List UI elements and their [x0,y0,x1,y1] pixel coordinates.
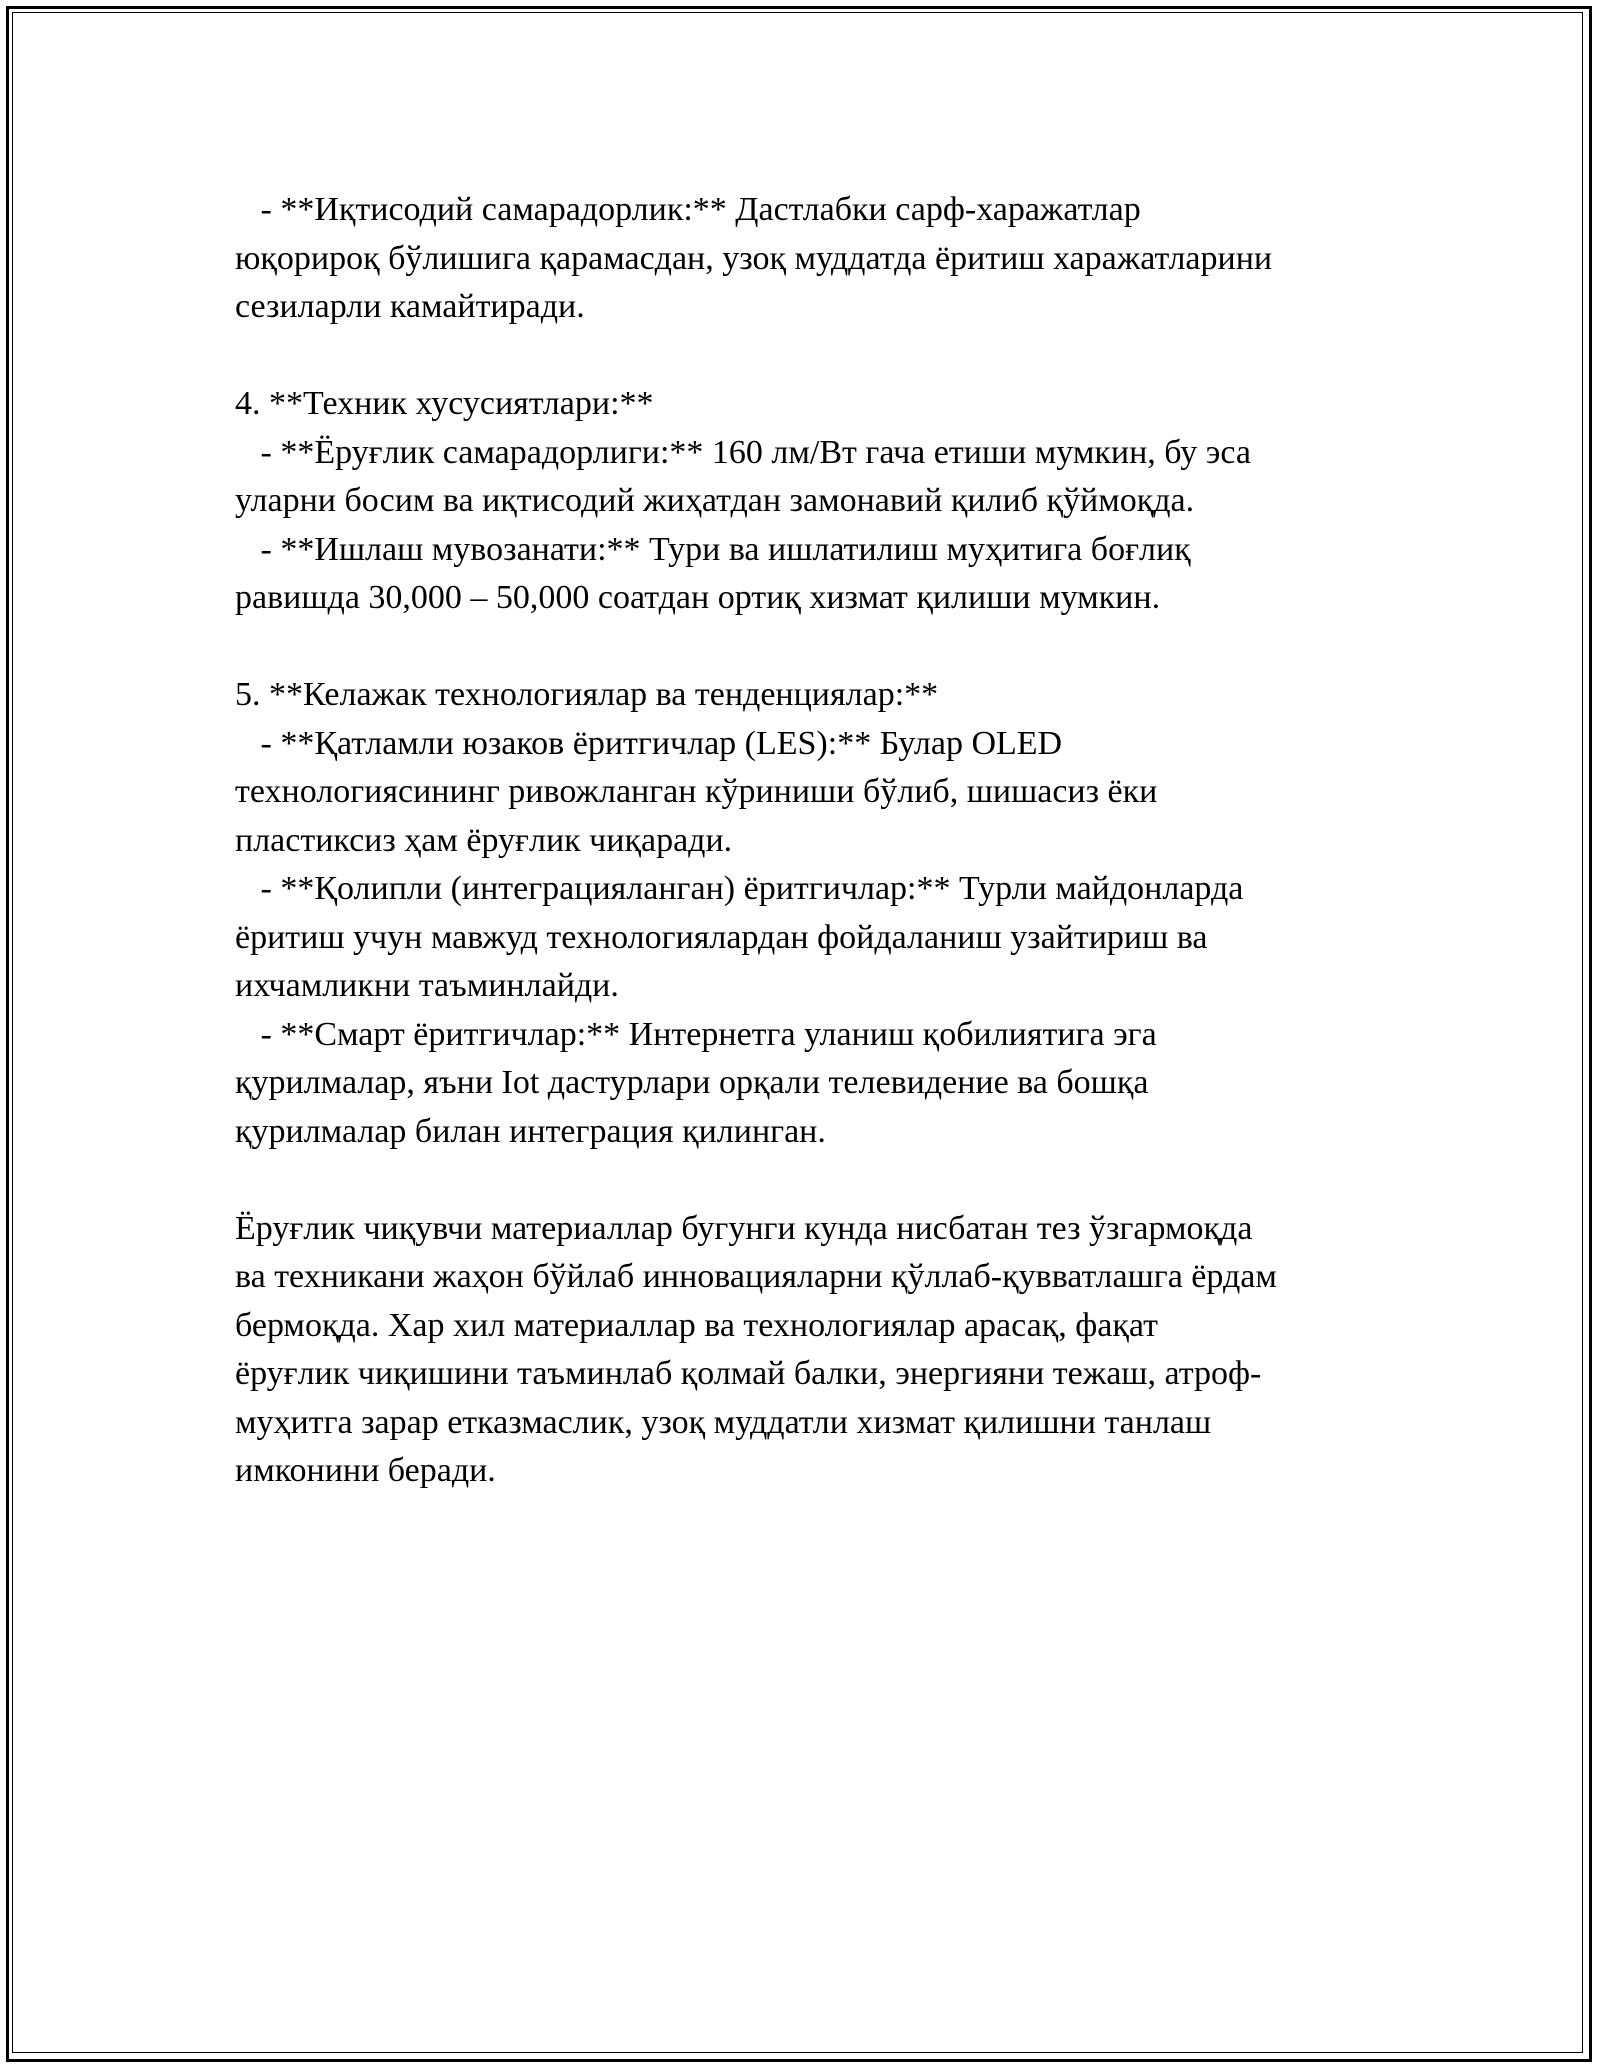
text-line: ёруғлик чиқишини таъминлаб қолмай балки, энергияни тежаш, атроф- [235,1355,1262,1392]
text-line: сезиларли камайтиради. [235,288,585,325]
text-line: ихчамликни таъминлайди. [235,967,619,1004]
text-line: 4. **Техник хусусиятлари:** [235,385,654,422]
text-line: уларни босим ва иқтисодий жиҳатдан замонавий қилиб қўймоқда. [235,482,1195,519]
text-line: ёритиш учун мавжуд технологиялардан фойдаланиш узайтириш ва [235,918,1208,956]
text-line: - **Ёруғлик самарадорлиги:** 160 лм/Вт гача етиши мумкин, бу эса [235,433,1251,471]
text-line: Ёруғлик чиқувчи материаллар бугунги кунда нисбатан тез ўзгармоқда [235,1209,1253,1247]
text-line: бермоқда. Хар хил материаллар ва технологиялар арасақ, фақат [235,1306,1158,1344]
text-line: - **Қолипли (интеграцияланган) ёритгичлар:** Турли майдонларда [235,870,1244,907]
text-line: муҳитга зарар етказмаслик, узоқ муддатли хизмат қилишни танлаш [235,1403,1212,1441]
text-line: - **Смарт ёритгичлар:** Интернетга уланиш қобилиятига эга [235,1015,1157,1053]
text-line: қурилмалар билан интеграция қилинган. [235,1112,826,1150]
text-line: технологиясининг ривожланган кўриниши бўлиб, шишасиз ёки [235,773,1158,810]
text-line: - **Иқтисодий самарадорлик:** Дастлабки сарф-харажатлар [235,191,1141,228]
text-line: қурилмалар, яъни Iot дастурлари орқали телевидение ва бошқа [235,1064,1149,1101]
text-line: - **Ишлаш мувозанати:** Тури ва ишлатилиш муҳитига боғлиқ [235,530,1191,568]
text-line: ва техникани жаҳон бўйлаб инновацияларни қўллаб-қувватлашга ёрдам [235,1258,1277,1295]
text-line: юқорироқ бўлишига қарамасдан, узоқ муддатда ёритиш харажатларини [235,239,1273,277]
text-line: - **Қатламли юзаков ёритгичлар (LES):** Булар OLED [235,724,1063,762]
text-line: 5. **Келажак технологиялар ва тенденциялар:** [235,676,939,713]
blank-line [235,623,1385,672]
text-line: пластиксиз ҳам ёруғлик чиқаради. [235,821,733,859]
document-body [235,186,1385,1496]
text-line: имконини беради. [235,1452,496,1489]
blank-line [235,1156,1385,1205]
text-line: равишда 30,000 – 50,000 соатдан ортиқ хизмат қилиши мумкин. [235,579,1161,616]
blank-line [235,332,1385,381]
